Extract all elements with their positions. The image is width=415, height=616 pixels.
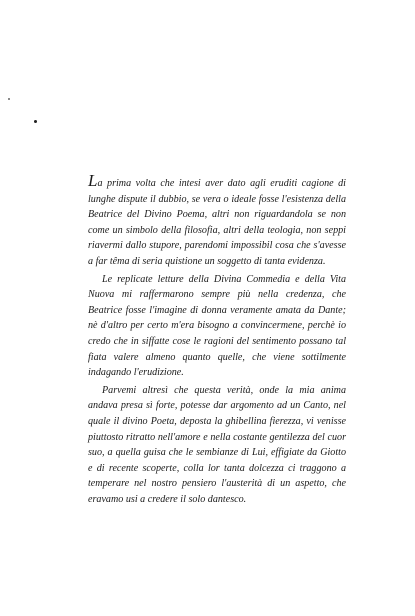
body-text (88, 171, 346, 507)
ink-speck (34, 120, 37, 123)
paragraph-1-text: a prima volta che intesi aver dato agli eruditi cagione di lunghe dispute il dubbio, se vera o ideale fosse l'esistenza della Beatrice del Divino Poema, altri non riguardandola se non come un simbolo della filosofia, altri della teologia, non seppi riavermi dallo stupore, parendomi impossibil cosa che s'avesse a far têma di seria quistione un soggetto di tanta evidenza. (88, 178, 346, 267)
ink-speck (8, 98, 10, 100)
paragraph-2: Le replicate letture della Divina Commedia e della Vita Nuova mi raffermarono sempre più nella credenza, che Beatrice fosse l'imagine di donna veramente amata da Dante; nè d'altro per certo m'era bisogno a convincermene, perchè io credo che in siffatte cose le ragioni del sentimento possano tal fiata valere almeno quanto quelle, che viene sottilmente indagando l'erudizione. (88, 273, 346, 379)
drop-letter: L (88, 171, 98, 190)
paragraph-3: Parvemi altresì che questa verità, onde la mia anima andava presa sì forte, potesse dar argomento ad un Canto, nel quale il divino Poeta, deposta la ghibellina fierezza, vi venisse piuttosto ritratto nell'amore e nella costante gentilezza del cuor suo, a quella guisa che le sembianze di Lui, effigiate da Giotto e di recente scoperte, colla lor tanta dolcezza ci traggono a temperare nel nostro pensiero l'austerità di un aspetto, che eravamo usi a credere il solo dantesco. (88, 384, 346, 505)
paragraph-1 (88, 171, 346, 270)
